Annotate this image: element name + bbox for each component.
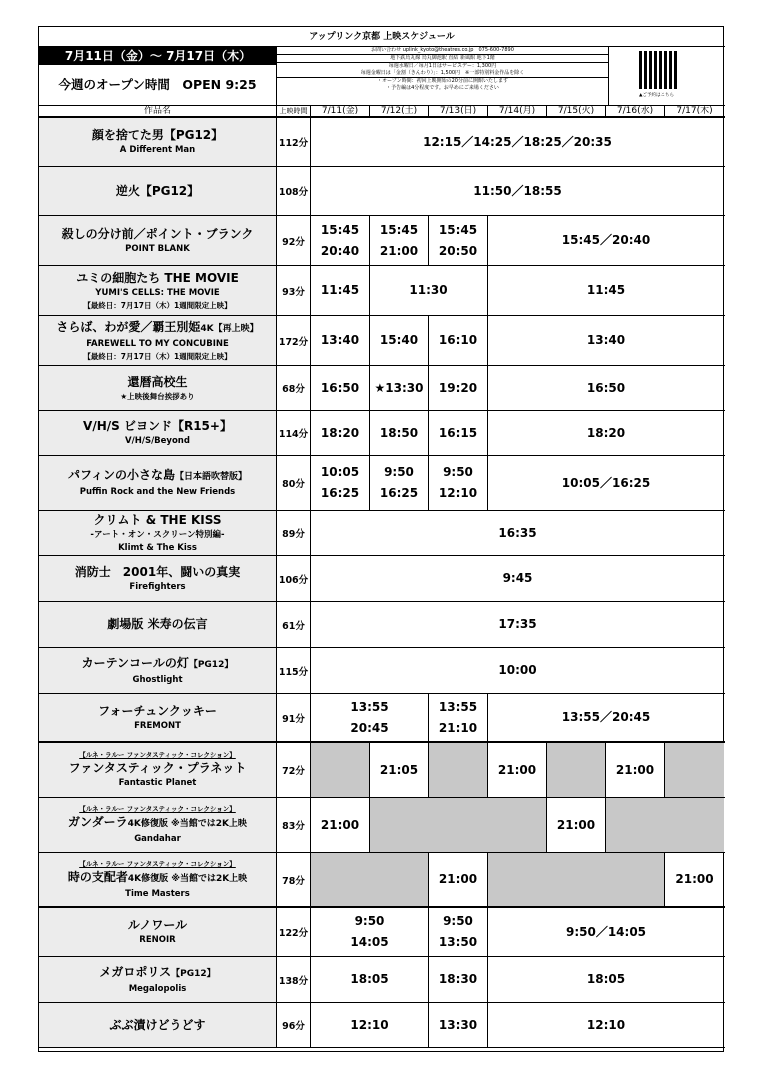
- showtime-cell[interactable]: [311, 216, 370, 265]
- qr-label: ▲ご予約はこちら: [639, 93, 674, 98]
- film-runtime: 92分: [277, 216, 311, 265]
- film-title-jp-text: 殺しの分け前／ポイント・ブランク: [61, 226, 254, 241]
- showtime: 13:55／20:45: [561, 710, 651, 724]
- column-header-title: 作品名: [39, 106, 277, 117]
- showtime-cell[interactable]: [429, 908, 488, 956]
- film-title-cell: [39, 648, 277, 693]
- column-header-day: 7/11(金): [311, 106, 370, 117]
- film-title-en: Gandahar: [134, 834, 181, 844]
- film-row: [39, 366, 725, 411]
- film-row: [39, 798, 725, 853]
- showtime: 12:10: [586, 1017, 626, 1032]
- film-title-cell: [39, 908, 277, 956]
- showtime: 11:45: [320, 283, 360, 297]
- info-trailer-note: ・予告編は4分程度です。お早めにご来場ください: [386, 85, 499, 91]
- showtime-cell[interactable]: [488, 1003, 724, 1047]
- film-title-en: POINT BLANK: [125, 243, 190, 254]
- film-runtime: 68分: [277, 366, 311, 410]
- film-title-jp: [107, 616, 207, 633]
- film-title-cell: [39, 316, 277, 365]
- film-title-cell: [39, 694, 277, 741]
- film-title-jp-text: さらば、わが愛／覇王別姫: [56, 320, 201, 334]
- film-title-en: FAREWELL TO MY CONCUBINE: [86, 339, 229, 349]
- showtime: 19:20: [438, 380, 478, 395]
- film-title-cell: [39, 411, 277, 455]
- film-title-jp-text: ガンダーラ: [68, 815, 128, 829]
- showtime-cell[interactable]: [311, 167, 724, 215]
- film-row: [39, 411, 725, 456]
- showtime-cell[interactable]: [429, 411, 488, 455]
- film-title-jp-note: 【PG12】: [188, 659, 234, 670]
- showtime-cell[interactable]: [488, 957, 724, 1002]
- showtime-cell[interactable]: [370, 456, 429, 510]
- column-header-day: 7/16(水): [606, 106, 665, 117]
- film-title-en: Fantastic Planet: [118, 778, 197, 788]
- film-title-en: Time Masters: [125, 888, 190, 899]
- film-title-jp-text: 還暦高校生: [127, 375, 188, 389]
- film-title-cell: [39, 511, 277, 555]
- showtime: 16:25: [379, 486, 419, 500]
- showtime-cell[interactable]: [488, 411, 724, 455]
- film-row: [39, 511, 725, 556]
- showtime-cell[interactable]: [429, 694, 488, 741]
- info-contact: お問い合わせ uplink_kyoto@theatres.co.jp 075-600-7890: [277, 47, 608, 55]
- film-title-jp: [109, 1017, 205, 1034]
- showtime: 10:00: [498, 663, 537, 677]
- film-title-en: RENOIR: [139, 935, 176, 945]
- film-title-cell: [39, 167, 277, 215]
- series-label: 【ルネ・ラルー ファンタスティック・コレクション】: [79, 805, 236, 813]
- showtime-cell[interactable]: [488, 316, 724, 365]
- showtime: 9:45: [502, 571, 533, 585]
- film-title-cell: [39, 957, 277, 1002]
- film-row: [39, 456, 725, 511]
- showtime: 18:20: [586, 425, 626, 440]
- showtime: 21:10: [438, 720, 478, 735]
- film-runtime: 172分: [277, 316, 311, 365]
- film-title-jp: [94, 512, 222, 529]
- showtime: 15:45: [438, 222, 478, 237]
- showtime: 13:55: [350, 699, 389, 714]
- showtime-cell[interactable]: [429, 1003, 488, 1047]
- film-note: 【最終日：7月17日（木）1週間限定上映】: [83, 301, 232, 310]
- film-title-jp-text: 逆火【PG12】: [115, 183, 200, 198]
- film-title-jp-note: 4K【再上映】: [200, 324, 259, 334]
- showtime-cell[interactable]: [311, 118, 724, 166]
- series-label: 【ルネ・ラルー ファンタスティック・コレクション】: [79, 859, 236, 868]
- showtime-cell[interactable]: [311, 411, 370, 455]
- film-title-cell: [39, 602, 277, 647]
- showtime: 21:00: [379, 243, 419, 258]
- showtime: 13:40: [320, 333, 360, 347]
- showtime: 12:15／14:25／18:25／20:35: [423, 134, 612, 149]
- film-row: [39, 216, 725, 266]
- showtime: ★13:30: [374, 380, 424, 395]
- showtime: 9:50: [443, 465, 473, 479]
- column-header-day: 7/13(日): [429, 106, 488, 117]
- showtime: 15:40: [379, 333, 419, 347]
- showtime: 9:50: [443, 914, 473, 928]
- showtime-cell[interactable]: [311, 366, 370, 410]
- no-screening-cell: [311, 853, 429, 906]
- showtime: 16:50: [320, 380, 360, 395]
- column-header-day: 7/14(月): [488, 106, 547, 117]
- film-title-jp-text: ファンタスティック・プラネット: [68, 761, 247, 775]
- showtime-cell[interactable]: [311, 266, 370, 315]
- showtime: 18:50: [379, 425, 419, 440]
- film-title-jp-note: 4K修復版 ※当館では2K上映: [127, 873, 248, 884]
- info-service-day: 毎週水曜日／毎月1日はサービスデー：1,300円: [388, 63, 497, 69]
- no-screening-cell: [311, 743, 370, 797]
- film-row: [39, 167, 725, 216]
- showtime: 10:05: [320, 465, 360, 479]
- showtime-cell[interactable]: [488, 216, 724, 265]
- showtime: 13:40: [586, 333, 626, 347]
- no-screening-cell: [606, 798, 724, 852]
- showtime: 11:45: [586, 283, 626, 297]
- column-header-day: 7/17(木): [676, 106, 713, 116]
- showtime: 20:45: [350, 720, 389, 735]
- showtime: 21:00: [675, 872, 714, 886]
- showtime: 9:50／14:05: [565, 924, 647, 939]
- series-label: 【ルネ・ラルー ファンタスティック・コレクション】: [79, 751, 236, 759]
- no-screening-cell: [547, 743, 606, 797]
- film-row: [39, 1003, 725, 1048]
- info-friday-discount: 毎週金曜日は「金割（きんわり）」：1,500円 ※一部特別料金作品を除く: [277, 70, 608, 78]
- showtime: 16:50: [586, 380, 626, 395]
- showtime: 16:10: [438, 333, 478, 347]
- film-runtime: 138分: [277, 957, 311, 1002]
- film-title-jp: [128, 917, 187, 934]
- film-title-cell: [39, 118, 277, 166]
- film-title-en: A Different Man: [119, 145, 196, 155]
- showtime: 20:50: [438, 243, 478, 258]
- film-title-jp-text: V/H/S ビヨンド【R15+】: [83, 419, 232, 433]
- showtime: 20:40: [320, 243, 360, 258]
- no-screening-cell: [370, 798, 547, 852]
- film-title-cell: [39, 1003, 277, 1047]
- film-runtime: 114分: [277, 411, 311, 455]
- showtime-cell[interactable]: [488, 908, 724, 956]
- showtime: 18:05: [586, 972, 626, 986]
- showtime-cell[interactable]: [311, 602, 724, 647]
- film-title-jp: [76, 270, 239, 287]
- column-header-day: 7/12(土): [370, 106, 429, 117]
- showtime: 18:20: [320, 425, 360, 440]
- film-title-en: Puffin Rock and the New Friends: [79, 487, 236, 497]
- showtime: 21:00: [438, 872, 478, 886]
- period-banner: 7月11日（金）～ 7月17日（木）: [39, 47, 277, 65]
- film-title-cell: [39, 853, 277, 906]
- film-title-jp: [82, 655, 234, 674]
- open-time: 今週のオープン時間 OPEN 9:25: [39, 65, 277, 105]
- film-runtime: 115分: [277, 648, 311, 693]
- film-title-jp-text: メガロポリス: [99, 964, 172, 979]
- film-title-jp-note: 4K修復版 ※当館では2K上映: [127, 819, 247, 829]
- showtime-cell[interactable]: [429, 316, 488, 365]
- info-open-note: ・オープン時間：初回上映開始の20分前に開館いたします: [377, 78, 508, 84]
- film-runtime: 93分: [277, 266, 311, 315]
- showtime-cell[interactable]: [429, 216, 488, 265]
- film-runtime: 91分: [277, 694, 311, 741]
- film-title-jp-text: ルノワール: [127, 918, 188, 932]
- film-runtime: 83分: [277, 798, 311, 852]
- showtime: 15:45: [379, 222, 419, 237]
- film-title-jp: [98, 703, 217, 720]
- film-runtime: 78分: [277, 853, 311, 906]
- film-runtime: 96分: [277, 1003, 311, 1047]
- showtime-cell[interactable]: [311, 1003, 429, 1047]
- showtime: 14:05: [350, 935, 389, 949]
- film-note: 【最終日：7月17日（木）1週間限定上映】: [83, 352, 232, 361]
- showtime-cell[interactable]: [370, 266, 488, 315]
- showtime-cell[interactable]: [311, 908, 429, 956]
- showtime-cell[interactable]: [488, 366, 724, 410]
- film-title-jp-text: 劇場版 米寿の伝言: [107, 617, 208, 631]
- no-screening-cell: [665, 743, 724, 797]
- film-title-jp: [56, 319, 258, 338]
- showtime: 10:05／16:25: [561, 475, 651, 490]
- film-row: [39, 556, 725, 602]
- qr-block: [609, 47, 725, 105]
- showtime-cell[interactable]: [547, 798, 606, 852]
- film-title-jp-note: 【PG12】: [171, 968, 216, 979]
- showtime: 21:00: [320, 817, 360, 832]
- film-title-en: Ghostlight: [132, 674, 183, 685]
- film-title-jp: [92, 127, 223, 144]
- film-runtime: 80分: [277, 456, 311, 510]
- film-row: [39, 316, 725, 366]
- showtime: 18:30: [438, 972, 478, 986]
- film-title-jp: [62, 226, 254, 243]
- showtime-cell[interactable]: [311, 648, 724, 693]
- showtime-cell[interactable]: [311, 957, 429, 1002]
- no-screening-cell: [488, 853, 665, 906]
- showtime: 21:00: [497, 762, 537, 777]
- film-title-en: YUMI'S CELLS: THE MOVIE: [95, 288, 220, 298]
- film-title-en-sub: Klimt & The Kiss: [118, 542, 197, 553]
- schedule-sheet: [38, 26, 724, 1052]
- film-title-cell: [39, 456, 277, 510]
- film-row: [39, 266, 725, 316]
- showtime: 21:00: [556, 817, 596, 832]
- showtime: 9:50: [384, 465, 414, 479]
- showtime: 13:30: [438, 1017, 478, 1032]
- info-block: [277, 47, 609, 105]
- film-title-en: -アート・オン・スクリーン特別編-: [90, 529, 225, 540]
- column-header-runtime: 上映時間: [277, 106, 311, 117]
- showtime-cell[interactable]: [488, 266, 724, 315]
- showtime-cell[interactable]: [370, 366, 429, 410]
- film-row: [39, 743, 725, 798]
- film-title-jp: [127, 374, 187, 391]
- showtime-cell[interactable]: [311, 511, 724, 555]
- film-title-cell: [39, 216, 277, 265]
- showtime: 18:05: [350, 972, 389, 986]
- showtime-cell[interactable]: [488, 694, 724, 741]
- showtime: 15:45／20:40: [561, 233, 651, 247]
- showtime: 13:50: [438, 935, 478, 949]
- film-title-en: FREMONT: [134, 720, 181, 731]
- film-title-jp: [83, 418, 232, 435]
- showtime: 21:00: [615, 762, 655, 777]
- showtime: 16:15: [438, 425, 478, 440]
- showtime-cell[interactable]: [488, 456, 724, 510]
- film-runtime: 72分: [277, 743, 311, 797]
- showtime-cell[interactable]: [370, 316, 429, 365]
- film-row: [39, 602, 725, 648]
- film-note: ★上映後舞台挨拶あり: [120, 392, 195, 401]
- film-runtime: 89分: [277, 511, 311, 555]
- film-row: [39, 957, 725, 1003]
- film-title-jp-text: 時の支配者: [67, 869, 128, 884]
- film-title-jp-text: フォーチュンクッキー: [98, 703, 217, 718]
- film-title-jp: [75, 564, 240, 581]
- showtime-cell[interactable]: [311, 316, 370, 365]
- showtime: 12:10: [438, 486, 478, 500]
- film-runtime: 112分: [277, 118, 311, 166]
- film-title-jp: [68, 869, 247, 888]
- column-header-row: [39, 105, 725, 118]
- film-runtime: 106分: [277, 556, 311, 601]
- film-title-jp-text: カーテンコールの灯: [81, 655, 189, 670]
- film-title-jp: [68, 814, 247, 833]
- showtime: 9:50: [354, 914, 385, 928]
- film-row: [39, 853, 725, 908]
- film-row: [39, 908, 725, 957]
- film-title-jp: [68, 467, 247, 486]
- film-title-jp: [116, 183, 199, 200]
- showtime-cell[interactable]: [429, 957, 488, 1002]
- showtime: 17:35: [498, 617, 537, 631]
- film-title-cell: [39, 556, 277, 601]
- film-title-cell: [39, 743, 277, 797]
- no-screening-cell: [429, 743, 488, 797]
- showtime-cell[interactable]: [370, 411, 429, 455]
- film-title-jp-note: 【日本語吹替版】: [175, 472, 248, 482]
- film-title-cell: [39, 266, 277, 315]
- film-title-en: Megalopolis: [128, 983, 187, 994]
- column-header-day: 7/15(火): [547, 106, 606, 117]
- showtime: 11:50／18:55: [473, 183, 562, 198]
- showtime-cell[interactable]: [370, 216, 429, 265]
- film-title-jp: [99, 964, 215, 983]
- showtime: 21:05: [379, 762, 419, 777]
- film-runtime: 61分: [277, 602, 311, 647]
- film-title-cell: [39, 366, 277, 410]
- film-title-jp-text: パフィンの小さな島: [67, 468, 176, 482]
- film-row: [39, 648, 725, 694]
- showtime-cell[interactable]: [311, 456, 370, 510]
- showtime-cell[interactable]: [606, 743, 665, 797]
- film-title-jp-text: クリムト & THE KISS: [93, 512, 222, 527]
- showtime-cell[interactable]: [488, 743, 547, 797]
- showtime: 16:25: [320, 486, 360, 500]
- page-title: アップリンク京都 上映スケジュール: [39, 27, 725, 47]
- info-access: 地下鉄烏丸線 烏丸御池駅 直結 新風館 地下1階: [277, 55, 608, 63]
- showtime: 16:35: [498, 525, 537, 540]
- film-title-jp-text: 消防士 2001年、闘いの真実: [74, 564, 241, 579]
- showtime-cell[interactable]: [311, 694, 429, 741]
- showtime-cell[interactable]: [370, 743, 429, 797]
- film-title-en: Firefighters: [129, 581, 186, 592]
- showtime-cell[interactable]: [429, 853, 488, 906]
- showtime: 13:55: [438, 699, 478, 714]
- film-row: [39, 118, 725, 167]
- showtime: 11:30: [409, 283, 448, 297]
- showtime-cell[interactable]: [429, 366, 488, 410]
- film-runtime: 122分: [277, 908, 311, 956]
- film-title-jp-text: ぶぶ漬けどうどす: [109, 1017, 206, 1032]
- film-title-cell: [39, 798, 277, 852]
- showtime-cell[interactable]: [429, 456, 488, 510]
- qr-code-icon[interactable]: [639, 51, 677, 89]
- film-title-jp-text: 顔を捨てた男【PG12】: [91, 128, 224, 142]
- film-title-en: V/H/S/Beyond: [125, 436, 190, 446]
- showtime-cell[interactable]: [311, 556, 724, 601]
- showtime-cell[interactable]: [665, 853, 724, 906]
- showtime: 12:10: [350, 1017, 389, 1032]
- film-title-jp: [69, 760, 247, 777]
- showtime-cell[interactable]: [311, 798, 370, 852]
- film-runtime: 108分: [277, 167, 311, 215]
- film-title-jp-text: ユミの細胞たち THE MOVIE: [76, 271, 239, 285]
- film-row: [39, 694, 725, 743]
- showtime: 15:45: [320, 222, 360, 237]
